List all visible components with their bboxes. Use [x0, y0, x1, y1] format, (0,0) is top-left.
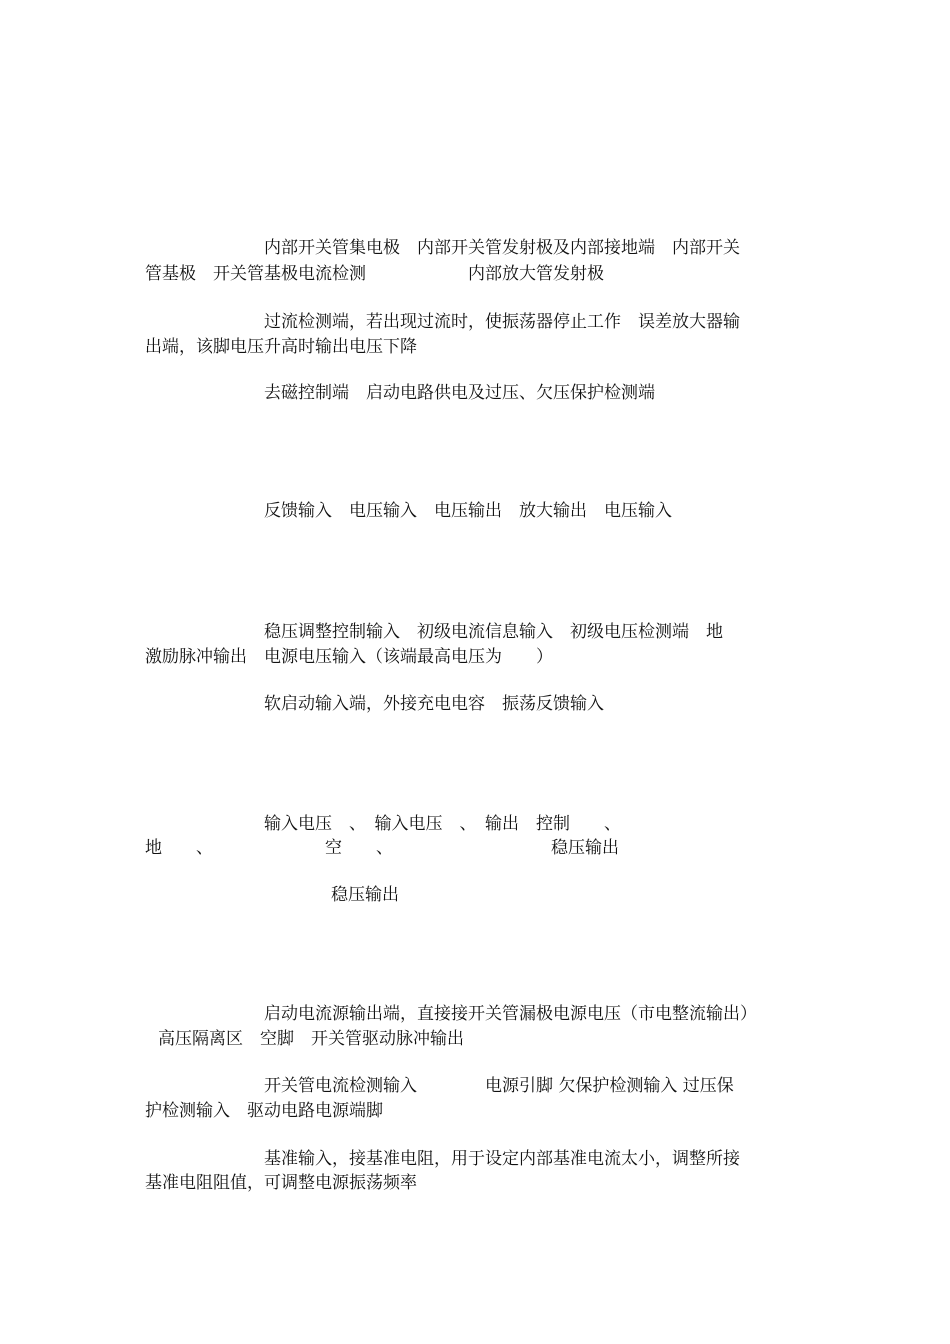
s3-p1-line1: 稳压调整控制输入 初级电流信息输入 初级电压检测端 地	[264, 622, 723, 642]
s1-p3-line1: 去磁控制端 启动电路供电及过压、欠压保护检测端	[264, 383, 655, 403]
s1-p2-line1: 过流检测端，若出现过流时，使振荡器停止工作 误差放大器输	[264, 312, 740, 332]
s5-p1-line2: 高压隔离区 空脚 开关管驱动脉冲输出	[158, 1029, 464, 1049]
s5-p3-line1: 基准输入，接基准电阻，用于设定内部基准电流太小，调整所接	[264, 1149, 740, 1169]
s5-p2-line1: 开关管电流检测输入 电源引脚 欠保护检测输入 过压保	[264, 1076, 734, 1096]
s3-p1-line2: 激励脉冲输出 电源电压输入（该端最高电压为 ）	[145, 647, 553, 667]
s5-p3-line2: 基准电阻阻值，可调整电源振荡频率	[145, 1173, 417, 1193]
s2-p1-line1: 反馈输入 电压输入 电压输出 放大输出 电压输入	[264, 501, 672, 521]
s1-p1-line2: 管基极 开关管基极电流检测 内部放大管发射极	[145, 264, 604, 284]
s3-p2-line1: 软启动输入端，外接充电电容 振荡反馈输入	[264, 694, 604, 714]
s4-p1-line2a: 地 、	[145, 838, 213, 858]
s4-p1-line1: 输入电压 、 输入电压 、 输出 控制 、	[264, 814, 621, 834]
s4-p1-line2c: 稳压输出	[551, 838, 619, 858]
s1-p1-line1: 内部开关管集电极 内部开关管发射极及内部接地端 内部开关	[264, 238, 740, 258]
s4-p2-line1: 稳压输出	[331, 885, 399, 905]
s4-p1-line2b: 空 、	[325, 838, 393, 858]
s5-p1-line1: 启动电流源输出端，直接接开关管漏极电源电压（市电整流输出）	[264, 1004, 757, 1024]
s5-p2-line2: 护检测输入 驱动电路电源端脚	[145, 1101, 383, 1121]
s1-p2-line2: 出端，该脚电压升高时输出电压下降	[145, 337, 417, 357]
